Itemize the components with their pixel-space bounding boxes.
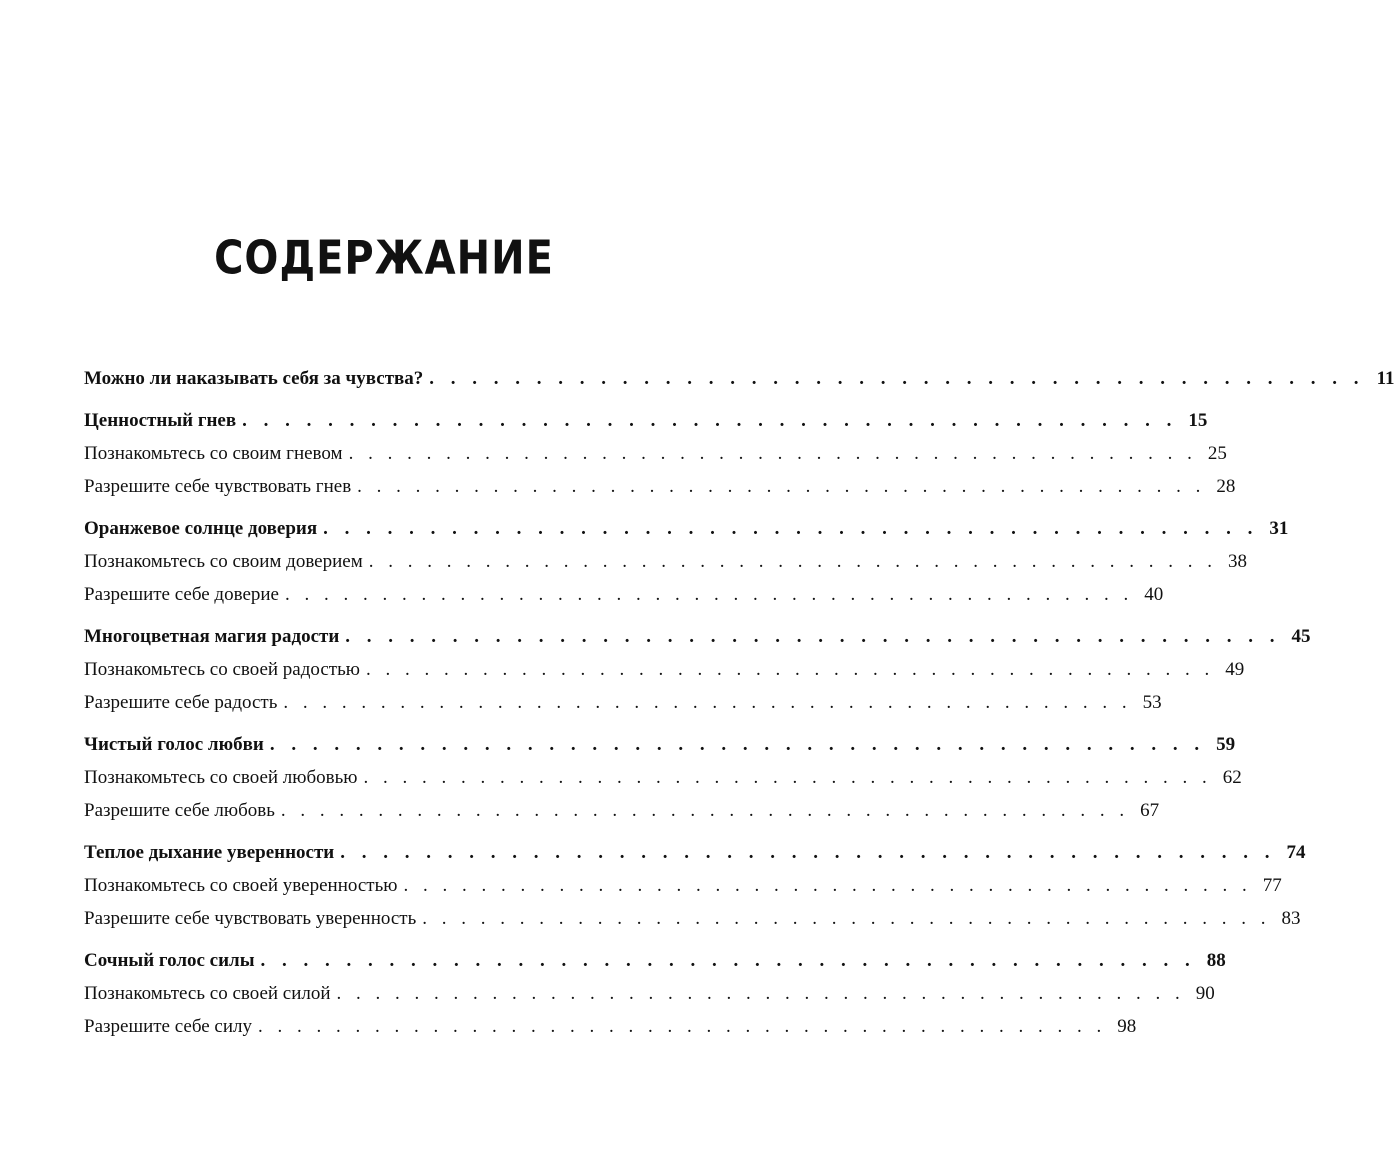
dot-leader: . . . . . . . . . . . . . . . . . . . . . . . . . . . . . . . . . . . . . . . . . . . . xyxy=(258,1016,1107,1037)
page-title: СОДЕРЖАНИЕ xyxy=(214,232,554,285)
dot-leader: . . . . . . . . . . . . . . . . . . . . . . . . . . . . . . . . . . . . . . . . . . . . xyxy=(422,908,1271,929)
toc-chapter-title: Многоцветная магия радости xyxy=(84,626,340,647)
toc-section xyxy=(84,944,1226,1043)
toc-page-number: 62 xyxy=(1222,767,1242,788)
toc-subitem-row[interactable] xyxy=(84,977,1215,1010)
toc-chapter-row[interactable] xyxy=(84,728,1236,761)
toc-subitem-row[interactable] xyxy=(84,1010,1137,1043)
toc-chapter-row[interactable] xyxy=(84,944,1226,977)
toc-chapter-title: Сочный голос силы xyxy=(84,950,255,971)
toc-page-number: 11 xyxy=(1376,368,1395,389)
toc-chapter-row[interactable] xyxy=(84,512,1289,545)
toc-chapter-title: Ценностный гнев xyxy=(84,410,237,431)
toc-section xyxy=(84,404,1236,503)
toc-page-number: 83 xyxy=(1281,908,1301,929)
toc-subitem-row[interactable] xyxy=(84,653,1245,686)
toc-subitem-row[interactable] xyxy=(84,794,1160,827)
toc-page-number: 53 xyxy=(1142,692,1162,713)
toc-page-number: 38 xyxy=(1228,551,1247,572)
toc-chapter-row[interactable] xyxy=(84,404,1208,437)
toc-subitem-title: Познакомьтесь со своим гневом xyxy=(84,443,343,464)
toc-section xyxy=(84,362,1395,395)
dot-leader: . . . . . . . . . . . . . . . . . . . . . . . . . . . . . . . . . . . . . . . . . . . . xyxy=(280,800,1130,821)
toc-subitem-title: Познакомьтесь со своей радостью xyxy=(84,659,360,680)
toc-page-number: 45 xyxy=(1291,626,1311,647)
toc-subitem-row[interactable] xyxy=(84,437,1227,470)
toc-section xyxy=(84,836,1306,935)
dot-leader: . . . . . . . . . . . . . . . . . . . . . . . . . . . . . . . . . . . . . . . . . . . . xyxy=(269,734,1206,755)
toc-subitem-title: Разрешите себе чувствовать гнев xyxy=(84,476,352,497)
toc-page-number: 40 xyxy=(1144,584,1164,605)
toc-subitem-title: Познакомьтесь со своей любовью xyxy=(84,767,358,788)
toc-subitem-title: Разрешите себе доверие xyxy=(84,584,279,605)
toc-subitem-title: Разрешите себе любовь xyxy=(84,800,275,821)
toc-page-number: 28 xyxy=(1216,476,1236,497)
dot-leader: . . . . . . . . . . . . . . . . . . . . . . . . . . . . . . . . . . . . . . . . . . . . xyxy=(348,443,1197,464)
dot-leader: . . . . . . . . . . . . . . . . . . . . . . . . . . . . . . . . . . . . . . . . . . . . xyxy=(365,659,1215,680)
dot-leader: . . . . . . . . . . . . . . . . . . . . . . . . . . . . . . . . . . . . . . . . . . . . xyxy=(340,842,1276,863)
toc-page-number: 98 xyxy=(1117,1016,1137,1037)
toc-subitem-row[interactable] xyxy=(84,470,1236,503)
dot-leader: . . . . . . . . . . . . . . . . . . . . . . . . . . . . . . . . . . . . . . . . . . . . xyxy=(284,584,1134,605)
toc-page-number: 74 xyxy=(1286,842,1306,863)
toc-subitem-row[interactable] xyxy=(84,902,1301,935)
toc-subitem-row[interactable] xyxy=(84,545,1247,578)
toc-subitem-title: Разрешите себе силу xyxy=(84,1016,253,1037)
toc-subitem-row[interactable] xyxy=(84,869,1282,902)
table-of-contents xyxy=(84,362,1395,1052)
toc-page-number: 88 xyxy=(1206,950,1226,971)
toc-page-number: 49 xyxy=(1225,659,1245,680)
dot-leader: . . . . . . . . . . . . . . . . . . . . . . . . . . . . . . . . . . . . . . . . . . . . xyxy=(336,983,1185,1004)
toc-chapter-row[interactable] xyxy=(84,362,1395,395)
toc-page-number: 31 xyxy=(1269,518,1289,539)
toc-page-number: 77 xyxy=(1262,875,1282,896)
dot-leader: . . . . . . . . . . . . . . . . . . . . . . . . . . . . . . . . . . . . . . . . . . . . xyxy=(260,950,1196,971)
toc-subitem-title: Разрешите себе радость xyxy=(84,692,278,713)
toc-chapter-title: Чистый голос любви xyxy=(84,734,264,755)
toc-chapter-row[interactable] xyxy=(84,620,1311,653)
toc-chapter-row[interactable] xyxy=(84,836,1306,869)
toc-subitem-row[interactable] xyxy=(84,686,1162,719)
toc-page-number: 90 xyxy=(1195,983,1215,1004)
toc-chapter-title: Оранжевое солнце доверия xyxy=(84,518,318,539)
toc-page-number: 15 xyxy=(1188,410,1208,431)
toc-subitem-title: Познакомьтесь со своей силой xyxy=(84,983,331,1004)
toc-page-number: 25 xyxy=(1207,443,1227,464)
dot-leader: . . . . . . . . . . . . . . . . . . . . . . . . . . . . . . . . . . . . . . . . . . . . xyxy=(368,551,1217,572)
toc-subitem-row[interactable] xyxy=(84,578,1164,611)
toc-subitem-title: Познакомьтесь со своим доверием xyxy=(84,551,363,572)
toc-chapter-title: Можно ли наказывать себя за чувства? xyxy=(84,368,424,389)
toc-section xyxy=(84,728,1242,827)
toc-subitem-row[interactable] xyxy=(84,761,1242,794)
dot-leader: . . . . . . . . . . . . . . . . . . . . . . . . . . . . . . . . . . . . . . . . . . . . xyxy=(403,875,1252,896)
dot-leader: . . . . . . . . . . . . . . . . . . . . . . . . . . . . . . . . . . . . . . . . . . . . xyxy=(363,767,1212,788)
dot-leader: . . . . . . . . . . . . . . . . . . . . . . . . . . . . . . . . . . . . . . . . . . . . xyxy=(345,626,1281,647)
toc-page-number: 67 xyxy=(1140,800,1160,821)
dot-leader: . . . . . . . . . . . . . . . . . . . . . . . . . . . . . . . . . . . . . . . . . . . . xyxy=(429,368,1365,389)
toc-subitem-title: Разрешите себе чувствовать уверенность xyxy=(84,908,417,929)
toc-page-number: 59 xyxy=(1216,734,1236,755)
toc-section xyxy=(84,512,1289,611)
toc-section xyxy=(84,620,1311,719)
dot-leader: . . . . . . . . . . . . . . . . . . . . . . . . . . . . . . . . . . . . . . . . . . . . xyxy=(357,476,1206,497)
toc-subitem-title: Познакомьтесь со своей уверенностью xyxy=(84,875,398,896)
dot-leader: . . . . . . . . . . . . . . . . . . . . . . . . . . . . . . . . . . . . . . . . . . . . xyxy=(242,410,1178,431)
dot-leader: . . . . . . . . . . . . . . . . . . . . . . . . . . . . . . . . . . . . . . . . . . . . xyxy=(323,518,1259,539)
dot-leader: . . . . . . . . . . . . . . . . . . . . . . . . . . . . . . . . . . . . . . . . . . . . xyxy=(283,692,1132,713)
toc-chapter-title: Теплое дыхание уверенности xyxy=(84,842,335,863)
